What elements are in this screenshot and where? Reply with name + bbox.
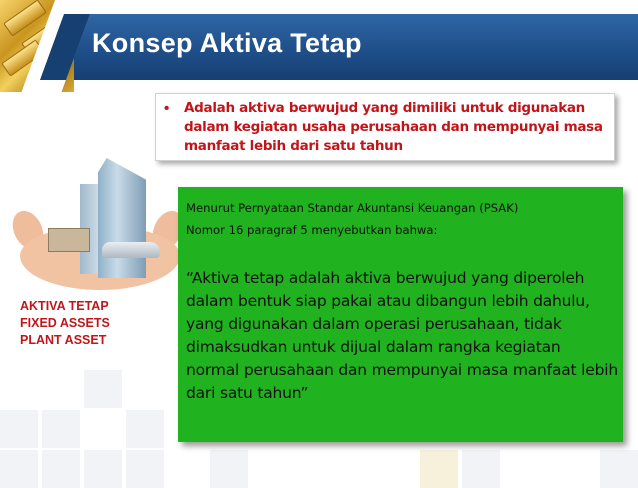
- quote-text: “Aktiva tetap adalah aktiva berwujud yang diperoleh dalam bentuk siap pakai atau dibangun lebih dahulu, yang digunakan dalam operasi perusahaan, tidak dimaksudkan untuk dijual dalam rangka kegiatan normal perusahaan dan mempunyai masa manfaat lebih dari satu tahun”: [186, 269, 618, 402]
- label-aktiva-tetap: AKTIVA TETAP: [20, 299, 109, 313]
- page-title: Konsep Aktiva Tetap: [92, 28, 362, 58]
- psak-quote-box: [178, 187, 623, 442]
- label-fixed-assets: FIXED ASSETS: [20, 316, 110, 330]
- definition-text: Adalah aktiva berwujud yang dimiliki untuk digunakan dalam kegiatan usaha perusahaan dan mempunyai masa manfaat lebih dari satu tahun: [184, 100, 603, 154]
- label-plant-asset: PLANT ASSET: [20, 333, 107, 347]
- header: [0, 0, 638, 92]
- assets-in-hands-illustration: [14, 150, 182, 290]
- quote-intro: [186, 197, 616, 241]
- quote-intro-line-1: Menurut Pernyataan Standar Akuntansi Keuangan (PSAK): [186, 201, 519, 215]
- bullet: •: [164, 100, 170, 117]
- quote-intro-line-2: Nomor 16 paragraf 5 menyebutkan bahwa:: [186, 223, 438, 237]
- definition-box: [155, 93, 615, 161]
- asset-labels: [20, 298, 170, 349]
